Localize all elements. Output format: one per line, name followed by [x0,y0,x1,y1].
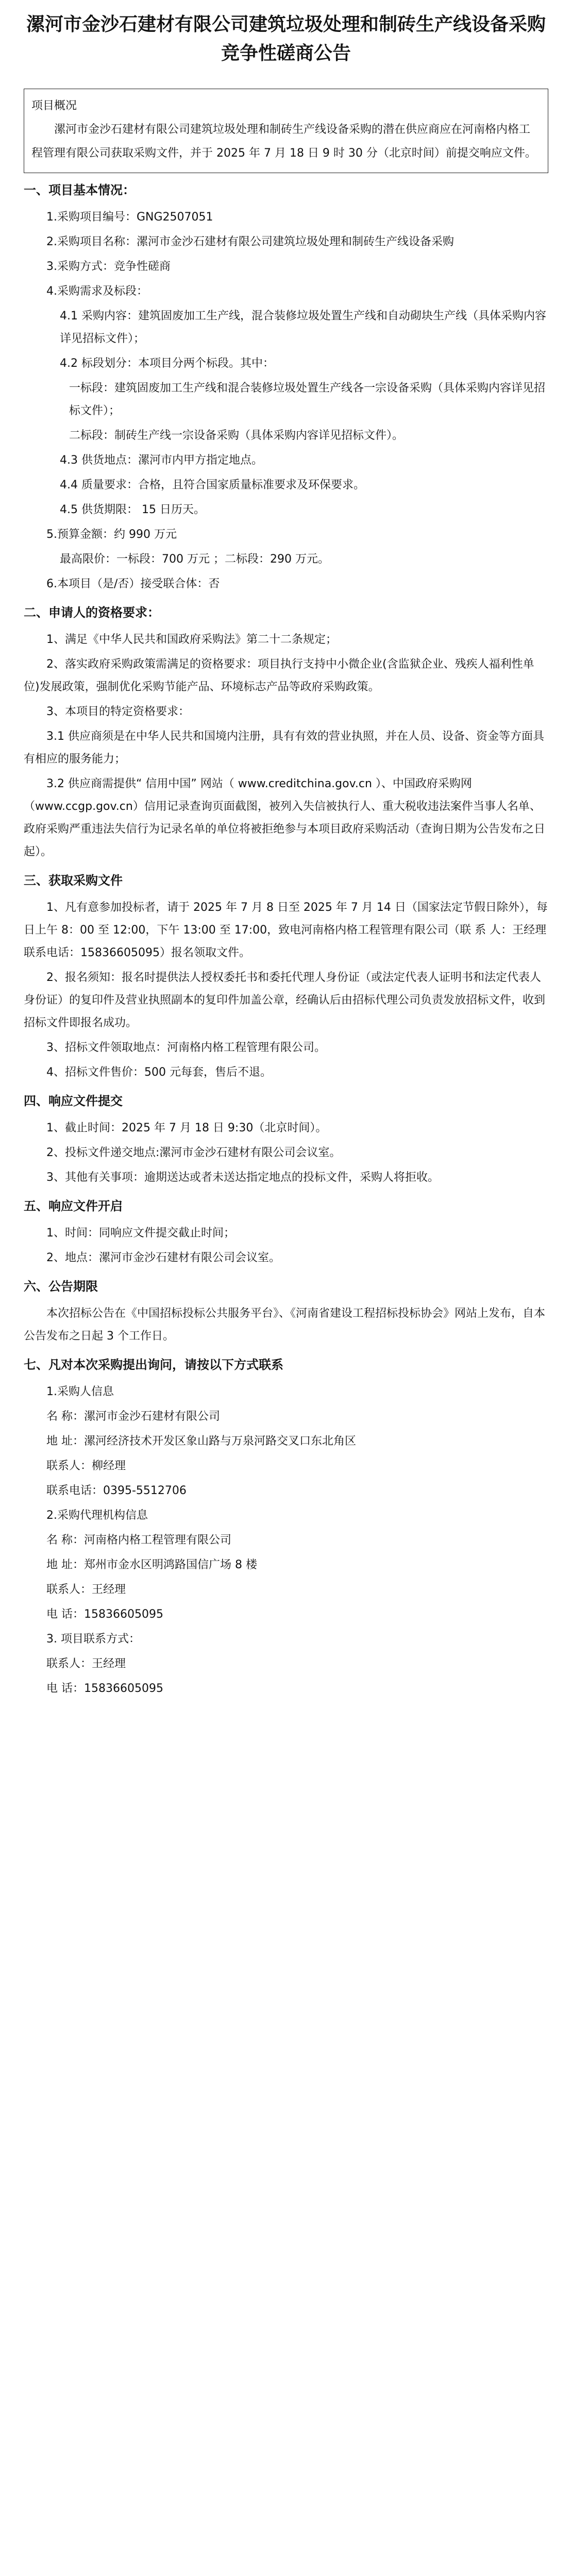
lot-2: 二标段：制砖生产线一宗设备采购（具体采购内容详见招标文件）。 [69,429,404,442]
agency-name: 名 称：河南格内格工程管理有限公司 [46,1534,231,1547]
qualification-3-1: 3.1 供应商须是在中华人民共和国境内注册，具有有效的营业执照，并在人员、设备、资金等方面具有相应的服务能力； [24,730,544,766]
submission-deadline: 1、截止时间：2025 年 7 月 18 日 9:30（北京时间）。 [46,1122,327,1134]
project-contact: 联系人：王经理 [46,1657,126,1670]
qualification-1: 1、满足《中华人民共和国政府采购法》第二十二条规定； [46,633,337,646]
section-heading-4: 四、响应文件提交 [24,1094,123,1108]
section-heading-2: 二、申请人的资格要求： [24,605,160,620]
section-heading-5: 五、响应文件开启 [24,1199,123,1213]
agency-phone: 电 话：15836605095 [46,1608,163,1621]
purchaser-address: 地 址：漯河经济技术开发区象山路与万泉河路交叉口东北角区 [46,1435,356,1448]
project-name: 2.采购项目名称：漯河市金沙石建材有限公司建筑垃圾处理和制砖生产线设备采购 [46,235,454,248]
purchaser-contact: 联系人：柳经理 [46,1460,126,1472]
section-heading-7: 七、凡对本次采购提出询问，请按以下方式联系 [24,1358,283,1372]
requirement-4-5: 4.5 供货期限： 15 日历天。 [60,503,205,516]
section-heading-1: 一、项目基本情况： [24,183,135,197]
submission-location: 2、投标文件递交地点:漯河市金沙石建材有限公司会议室。 [46,1146,341,1159]
page-title: 漯河市金沙石建材有限公司建筑垃圾处理和制砖生产线设备采购竞争性磋商公告 [26,14,546,64]
notice-period: 本次招标公告在《中国招标投标公共服务平台》、《河南省建设工程招标投标协会》网站上发布，自本公告发布之日起 3 个工作日。 [24,1307,546,1343]
qualification-3-2: 3.2 供应商需提供“ 信用中国” 网站（ www.creditchina.gov.cn ）、中国政府采购网（www.ccgp.gov.cn）信用记录查询页面截图，被列入失信被执行人、重大税收违法案件当事人名单、政府采购严重违法失信行为记录名单的单位将被拒绝参与本项目政府采购活动（查询日期为公告发布之日起）。 [24,777,546,858]
agency-address: 地 址：郑州市金水区明鸿路国信广场 8 楼 [46,1558,257,1571]
requirements-heading: 4.采购需求及标段： [46,285,148,298]
requirement-4-3: 4.3 供货地点：漯河市内甲方指定地点。 [60,454,263,467]
section-heading-3: 三、获取采购文件 [24,873,123,888]
purchaser-phone: 联系电话：0395-5512706 [46,1484,187,1497]
requirement-4-2: 4.2 标段划分：本项目分两个标段。其中： [60,357,274,370]
purchaser-name: 名 称：漯河市金沙石建材有限公司 [46,1410,220,1423]
requirement-4-4: 4.4 质量要求：合格，且符合国家质量标准要求及环保要求。 [60,479,365,492]
procurement-method: 3.采购方式：竞争性磋商 [46,260,171,273]
max-price: 最高限价：一标段：700 万元 ；二标段：290 万元。 [60,553,329,566]
project-number: 1.采购项目编号：GNG2507051 [46,211,213,224]
requirement-4-1: 4.1 采购内容：建筑固废加工生产线，混合装修垃圾处置生产线和自动砌块生产线（具体采购内容详见招标文件）； [60,310,546,345]
document-body [24,176,548,1700]
overview-box [24,89,548,173]
qualification-2: 2、落实政府采购政策需满足的资格要求：项目执行支持中小微企业(含监狱企业、残疾人福利性单位)发展政策，强制优化采购节能产品、环境标志产品等政府采购政策。 [24,658,534,693]
obtain-docs-4: 4、招标文件售价：500 元每套，售后不退。 [46,1066,272,1079]
overview-text: 漯河市金沙石建材有限公司建筑垃圾处理和制砖生产线设备采购的潜在供应商应在河南格内格工程管理有限公司获取采购文件，并于 2025 年 7 月 18 日 9 时 30 分（北京时间）前提交响应文件。 [31,123,536,160]
overview-heading: 项目概况 [31,99,77,112]
qualification-3: 3、本项目的特定资格要求： [46,705,190,718]
opening-location: 2、地点：漯河市金沙石建材有限公司会议室。 [46,1251,280,1264]
project-contact-heading: 3. 项目联系方式： [46,1633,140,1646]
obtain-docs-1: 1、凡有意参加投标者，请于 2025 年 7 月 8 日至 2025 年 7 月 14 日（国家法定节假日除外），每日上午 8：00 至 12:00，下午 13:00 至 17:00，致电河南格内格工程管理有限公司（联 系 人：王经理 联系电话：15836605095）报名领取文件。 [24,901,548,959]
obtain-docs-2: 2、报名须知：报名时提供法人授权委托书和委托代理人身份证（或法定代表人证明书和法定代表人身份证）的复印件及营业执照副本的复印件加盖公章，经确认后由招标代理公司负责发放招标文件，收到招标文件即报名成功。 [24,971,546,1029]
opening-time: 1、时间：同响应文件提交截止时间； [46,1227,235,1240]
purchaser-info-heading: 1.采购人信息 [46,1385,114,1398]
obtain-docs-3: 3、招标文件领取地点：河南格内格工程管理有限公司。 [46,1041,326,1054]
submission-other: 3、其他有关事项：逾期送达或者未送达指定地点的投标文件，采购人将拒收。 [46,1171,439,1184]
agency-info-heading: 2.采购代理机构信息 [46,1509,148,1522]
section-heading-6: 六、公告期限 [24,1279,98,1294]
agency-contact: 联系人：王经理 [46,1583,126,1596]
consortium: 6.本项目（是/否）接受联合体：否 [46,578,220,590]
project-phone: 电 话：15836605095 [46,1682,163,1695]
lot-1: 一标段：建筑固废加工生产线和混合装修垃圾处置生产线各一宗设备采购（具体采购内容详见招标文件）； [69,382,546,417]
budget: 5.预算金额：约 990 万元 [46,528,177,541]
